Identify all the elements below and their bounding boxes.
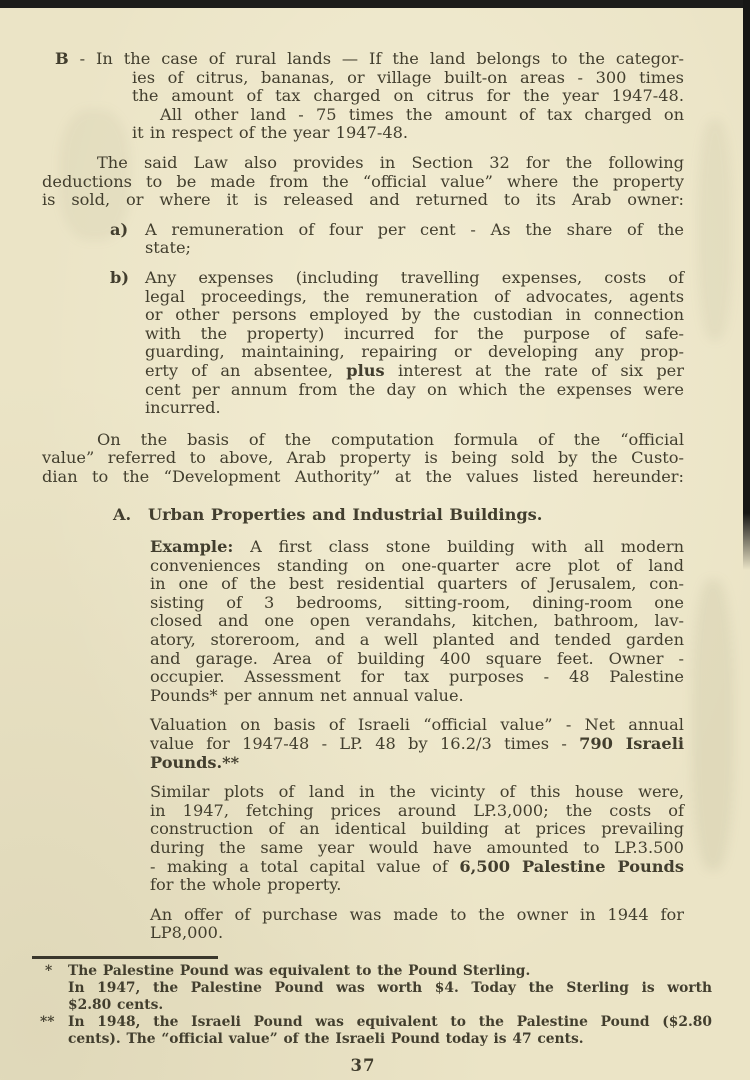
scan-edge-right [743,0,750,570]
footnote-2 [40,1013,712,1048]
text-line: is sold, or where it is released and returned to its Arab owner: [42,190,684,210]
list-item-b [110,267,684,418]
paragraph-computation-basis [42,431,684,487]
text-line: closed and one open verandahs, kitchen, bathroom, lav- [150,611,684,631]
text-line: LP8,000. [150,923,224,943]
footnote-rule [32,956,218,959]
text-line: value for 1947-48 - LP. 48 by 16.2/3 times - 790 Israeli [150,734,685,753]
text-line: with the property) incurred for the purpose of safe- [145,323,684,343]
page-content [40,0,712,1076]
text-line: occupier. Assessment for tax purposes - 48 Palestine [150,667,684,687]
footnote-2-text [68,1014,712,1048]
paragraph-valuation [150,716,684,772]
text-line: legal proceedings, the remuneration of advocates, agents [145,286,684,306]
text-line: in 1947, fetching prices around LP.3,000; the costs of [150,800,684,820]
footnote-1 [45,962,712,1014]
footnote-2-marker: ** [40,1013,55,1030]
text-line: - making a total capital value of 6,500 Palestine Pounds [150,856,684,876]
paragraph-rural-lands [55,49,684,143]
text-line: for the whole property. [150,875,342,895]
paragraph-similar-plots [150,783,684,895]
text-line: Valuation on basis of Israeli “official value” - Net annual [150,715,684,735]
list-item-a [110,219,684,258]
text-line: deductions to be made from the “official value” where the property [42,171,684,191]
showthrough-smudge [692,580,734,870]
text-line: cent per annum from the day on which the expenses were [145,379,684,399]
paragraph-purchase-offer [150,906,684,943]
text-line: Similar plots of land in the vicinty of this house were, [150,782,684,802]
text-line: construction of an identical building at prices prevailing [150,819,684,839]
text-line: incurred. [145,398,221,418]
list-item-a-text [145,221,684,258]
section-a-label: A. [113,505,132,525]
text-line: cents). The “official value” of the Israeli Pound today is 47 cents. [68,1030,584,1047]
text-line: state; [145,238,192,258]
paragraph-law-section-32 [42,154,684,210]
text-line: dian to the “Development Authority” at the values listed hereunder: [42,466,684,486]
text-line: In 1948, the Israeli Pound was equivalent to the Palestine Pound ($2.80 [68,1013,712,1030]
text-line: the amount of tax charged on citrus for the year 1947-48. [132,86,684,106]
text-line: it in respect of the year 1947-48. [132,123,409,143]
page-number: 37 [350,1055,376,1075]
text-line: during the same year would have amounted to LP.3.500 [150,837,684,857]
list-item-a-label: a) [110,219,129,239]
footnote-1-marker: * [45,962,53,979]
text-line: The said Law also provides in Section 32 for the following [97,152,684,172]
text-line: in one of the best residential quarters of Jerusalem, con- [150,574,684,594]
text-line: The Palestine Pound was equivalent to the Pound Sterling. [68,962,531,979]
footnote-1-text [68,963,712,1014]
text-line: or other persons employed by the custodian in connection [145,305,684,325]
section-a-title: Urban Properties and Industrial Buildings. [148,505,543,525]
text-line: All other land - 75 times the amount of tax charged on [160,104,684,124]
text-line: On the basis of the computation formula of the “official [97,429,684,449]
text-line: conveniences standing on one-quarter acre plot of land [150,555,684,575]
showthrough-smudge [698,120,732,340]
text-line: and garage. Area of building 400 square feet. Owner - [150,648,684,668]
paragraph-example [150,538,684,705]
footnotes [40,962,712,1048]
text-line: Example: A first class stone building with all modern [150,537,684,557]
text-line: An offer of purchase was made to the owner in 1944 for [150,904,684,924]
section-a-heading [113,506,684,525]
text-line: $2.80 cents. [68,996,164,1013]
list-item-b-text [145,269,684,418]
text-line: In 1947, the Palestine Pound was worth $4. Today the Sterling is worth [68,979,712,996]
text-line: Pounds.** [150,752,240,772]
text-line: value” referred to above, Arab property is being sold by the Custo- [42,448,684,468]
list-item-b-label: b) [110,267,129,287]
text-line: ies of citrus, bananas, or village built-on areas - 300 times [132,67,684,87]
text-line: atory, storeroom, and a well planted and tended garden [150,630,684,650]
text-line: Any expenses (including travelling expenses, costs of [145,267,684,287]
text-line: erty of an absentee, plus interest at the rate of six per [145,360,684,380]
text-line: B - In the case of rural lands — If the land belongs to the categor- [55,49,684,68]
text-line: A remuneration of four per cent - As the share of the [145,219,684,239]
text-line: sisting of 3 bedrooms, sitting-room, dining-room one [150,592,684,612]
text-line: Pounds* per annum net annual value. [150,685,464,705]
text-line: guarding, maintaining, repairing or developing any prop- [145,342,684,362]
